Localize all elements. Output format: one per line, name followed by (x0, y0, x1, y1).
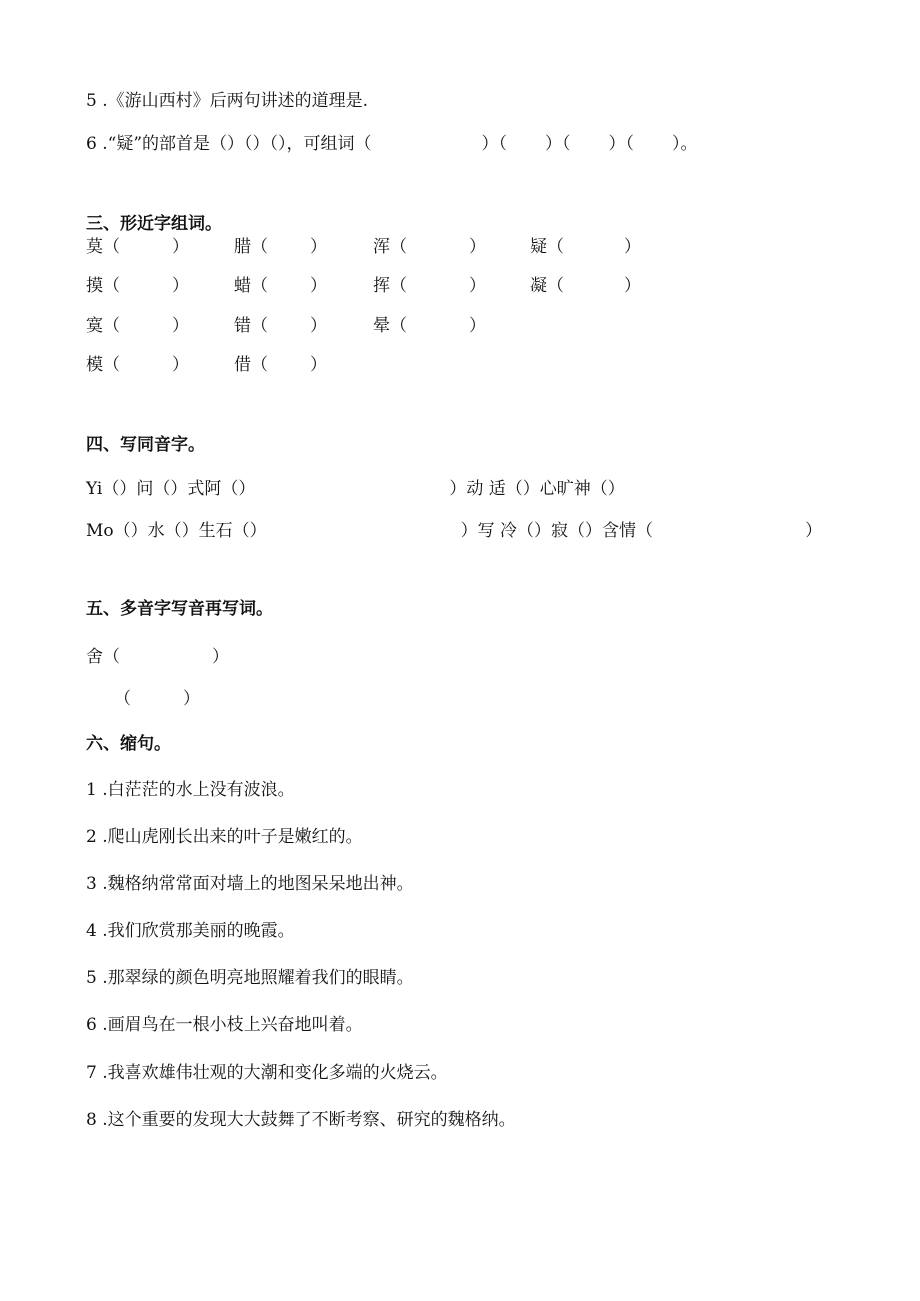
word-group-item: 腊（ ） (234, 237, 327, 257)
word-group-item: 寞（ ） (86, 316, 189, 336)
question-5: 5 .《游山西村》后两句讲述的道理是. (86, 91, 369, 111)
word-group-item: 晕（ ） (373, 316, 486, 336)
word-group-item: 摸（ ） (86, 276, 189, 296)
word-group-item: 凝（ ） (530, 276, 641, 296)
homophone-line-mo: Mo（）水（）生石（） ）写 冷（）寂（）含情（ ） (86, 521, 823, 541)
word-group-item: 挥（ ） (373, 276, 486, 296)
list-item: 8 .这个重要的发现大大鼓舞了不断考察、研究的魏格纳。 (86, 1110, 516, 1130)
question-6-part-e: ）。 (672, 134, 698, 154)
question-6-part-a: 6 .“疑”的部首是（）（）（），可组词（ (86, 134, 372, 154)
polyphone-line-1: 舍（ ） (86, 647, 229, 667)
list-item: 6 .画眉鸟在一根小枝上兴奋地叫着。 (86, 1015, 363, 1035)
homophone-line-yi: Yi（）问（）式阿（） ）动 适（）心旷神（） (86, 479, 625, 499)
list-item: 7 .我喜欢雄伟壮观的大潮和变化多端的火烧云。 (86, 1063, 448, 1083)
question-6 (86, 133, 698, 155)
word-group-item: 蜡（ ） (234, 276, 327, 296)
polyphone-line-2: （ ） (114, 689, 200, 709)
section-4-title: 四、写同音字。 (86, 435, 205, 455)
section-5-title: 五、多音字写音再写词。 (86, 599, 273, 619)
question-6-part-d: ）（ (608, 134, 635, 154)
section-6-title: 六、缩句。 (86, 734, 171, 754)
question-6-part-b: ）（ (481, 134, 508, 154)
list-item: 5 .那翠绿的颜色明亮地照耀着我们的眼睛。 (86, 968, 414, 988)
word-group-item: 错（ ） (234, 316, 327, 336)
list-item: 3 .魏格纳常常面对墙上的地图呆呆地出神。 (86, 874, 414, 894)
word-group-item: 模（ ） (86, 355, 189, 375)
word-group-item: 疑（ ） (530, 237, 641, 257)
word-group-item: 浑（ ） (373, 237, 486, 257)
list-item: 2 .爬山虎刚长出来的叶子是嫩红的。 (86, 827, 363, 847)
section-3-title: 三、形近字组词。 (86, 214, 222, 234)
word-group-item: 莫（ ） (86, 237, 189, 257)
question-6-part-c: ）（ (545, 134, 571, 154)
list-item: 4 .我们欣赏那美丽的晚霞。 (86, 921, 295, 941)
word-group-item: 借（ ） (234, 355, 327, 375)
list-item: 1 .白茫茫的水上没有波浪。 (86, 780, 295, 800)
